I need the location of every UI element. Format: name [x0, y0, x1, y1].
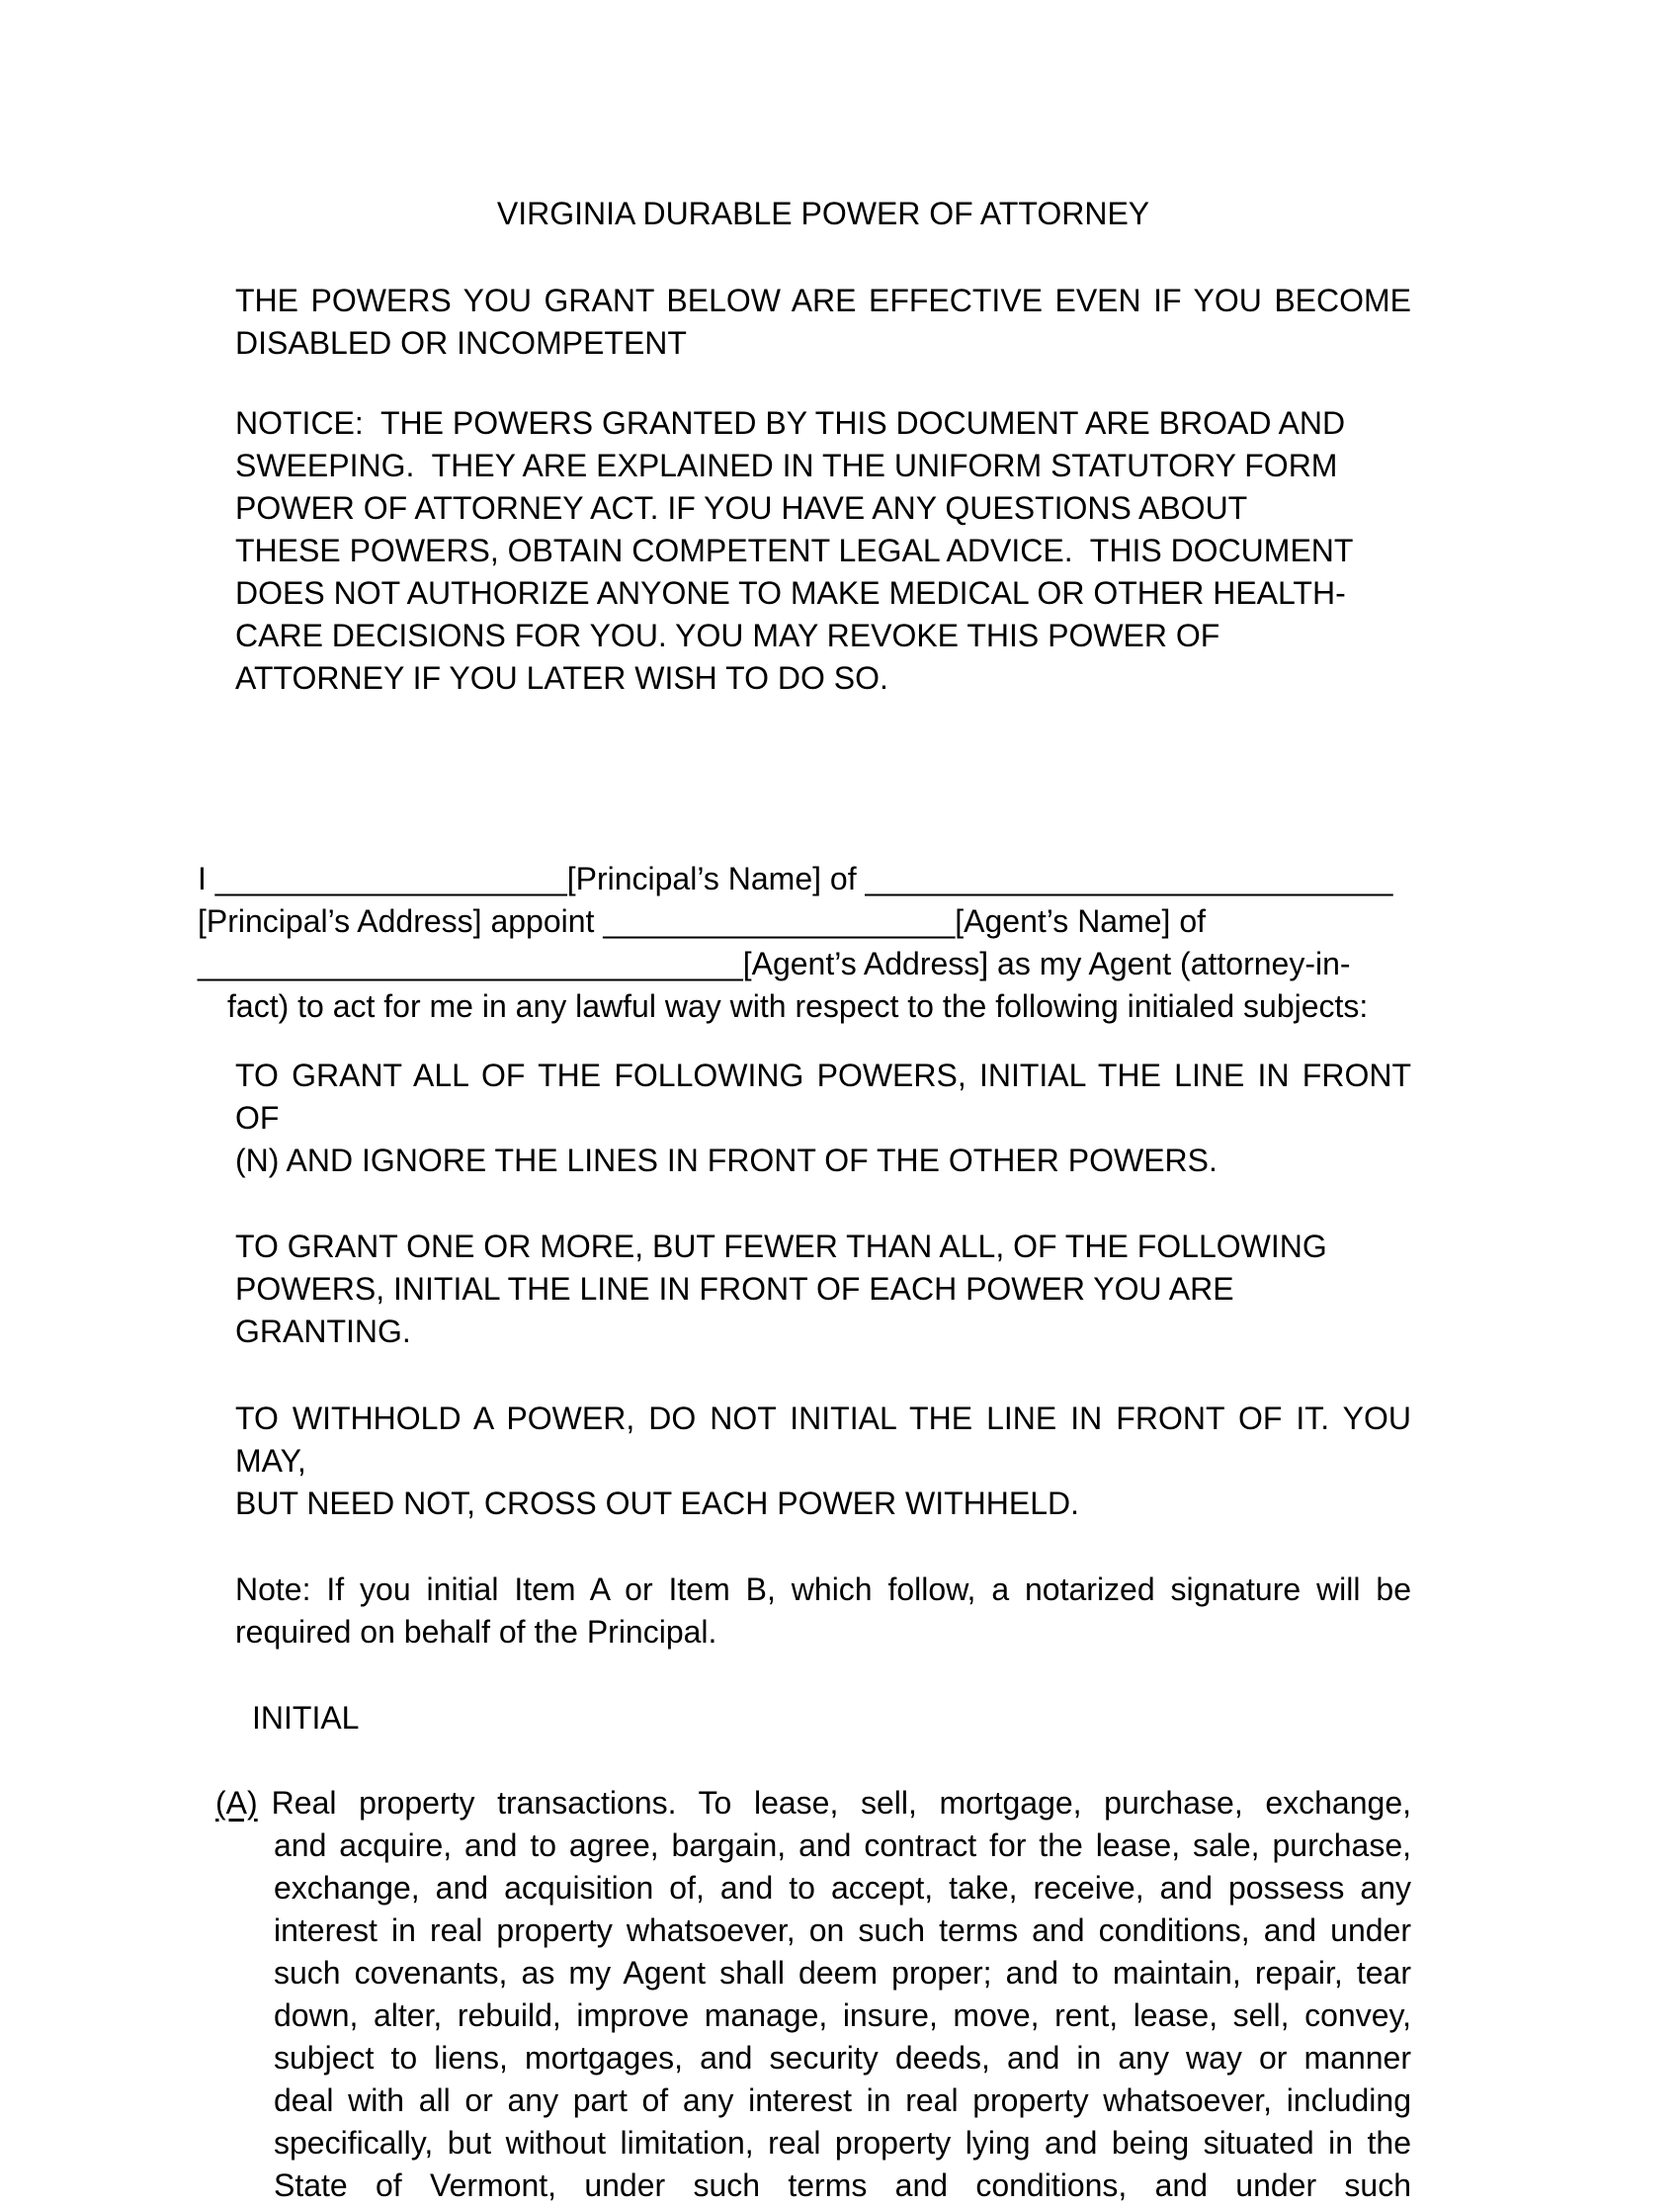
text-line: State of Vermont, under such terms and conditions, and under such — [274, 2167, 1411, 2203]
text-line: interest in real property whatsoever, on such terms and conditions, and under — [274, 1912, 1411, 1948]
text-line: POWERS, INITIAL THE LINE IN FRONT OF EACH POWER YOU ARE — [235, 1271, 1234, 1307]
text-line: THESE POWERS, OBTAIN COMPETENT LEGAL ADVICE. THIS DOCUMENT — [235, 533, 1354, 568]
text-line: subject to liens, mortgages, and security deeds, and in any way or manner — [274, 2040, 1411, 2076]
notarization-note — [235, 1569, 1411, 1654]
text-line: THE POWERS YOU GRANT BELOW ARE EFFECTIVE EVEN IF YOU BECOME — [235, 283, 1411, 318]
principal-address-agent-name-blank-line: [Principal’s Address] appoint ____________________[Agent’s Name] of — [198, 903, 1207, 939]
text-line: NOTICE: THE POWERS GRANTED BY THIS DOCUMENT ARE BROAD AND — [235, 405, 1346, 441]
text-line: TO GRANT ONE OR MORE, BUT FEWER THAN ALL, OF THE FOLLOWING — [235, 1229, 1327, 1264]
text-line: required on behalf of the Principal. — [235, 1614, 717, 1650]
item-a-real-property — [215, 1782, 1411, 2207]
text-line: BUT NEED NOT, CROSS OUT EACH POWER WITHHELD. — [235, 1485, 1080, 1521]
appointment-fill-in-section — [198, 858, 1411, 1028]
effective-statement — [235, 280, 1411, 365]
text-line: deal with all or any part of any interest in real property whatsoever, including — [274, 2082, 1411, 2118]
text-line: SWEEPING. THEY ARE EXPLAINED IN THE UNIFORM STATUTORY FORM — [235, 448, 1338, 483]
text-line: Note: If you initial Item A or Item B, which follow, a notarized signature will be — [235, 1571, 1411, 1607]
text-line: DOES NOT AUTHORIZE ANYONE TO MAKE MEDICAL OR OTHER HEALTH- — [235, 575, 1346, 611]
text-line: TO WITHHOLD A POWER, DO NOT INITIAL THE LINE IN FRONT OF IT. YOU MAY, — [235, 1401, 1411, 1479]
grant-some-instruction — [235, 1226, 1411, 1353]
initial-heading: INITIAL — [252, 1700, 360, 1736]
text-line: exchange, and acquisition of, and to accept, take, receive, and possess any — [274, 1870, 1411, 1906]
text-line: CARE DECISIONS FOR YOU. YOU MAY REVOKE THIS POWER OF — [235, 618, 1220, 653]
text-line: POWER OF ATTORNEY ACT. IF YOU HAVE ANY QUESTIONS ABOUT — [235, 490, 1248, 526]
text-line: fact) to act for me in any lawful way with respect to the following initialed subjects: — [227, 988, 1369, 1024]
notice-paragraph — [235, 402, 1411, 700]
item-a-first-line-text: Real property transactions. To lease, sell, mortgage, purchase, exchange, — [271, 1785, 1411, 1821]
text-line: (N) AND IGNORE THE LINES IN FRONT OF THE OTHER POWERS. — [235, 1143, 1218, 1178]
text-line: down, alter, rebuild, improve manage, insure, move, rent, lease, sell, convey, — [274, 1997, 1411, 2033]
text-line: ATTORNEY IF YOU LATER WISH TO DO SO. — [235, 660, 888, 696]
document-title: VIRGINIA DURABLE POWER OF ATTORNEY — [496, 196, 1150, 231]
text-line — [215, 1782, 1411, 1825]
principal-name-blank-line: I ____________________[Principal’s Name] of ______________________________ — [198, 861, 1393, 896]
agent-address-blank-line: _______________________________[Agent’s Address] as my Agent (attorney-in- — [198, 946, 1351, 981]
withhold-instruction — [235, 1398, 1411, 1525]
grant-all-instruction — [235, 1055, 1411, 1182]
text-line: and acquire, and to agree, bargain, and contract for the lease, sale, purchase, — [274, 1827, 1411, 1863]
text-line: DISABLED OR INCOMPETENT — [235, 325, 687, 361]
item-a-label: (A) — [215, 1785, 258, 1821]
text-line: specifically, but without limitation, real property lying and being situated in the — [274, 2125, 1411, 2161]
text-line: GRANTING. — [235, 1314, 411, 1349]
text-line: TO GRANT ALL OF THE FOLLOWING POWERS, INITIAL THE LINE IN FRONT OF — [235, 1058, 1411, 1136]
text-line: such covenants, as my Agent shall deem proper; and to maintain, repair, tear — [274, 1955, 1411, 1991]
